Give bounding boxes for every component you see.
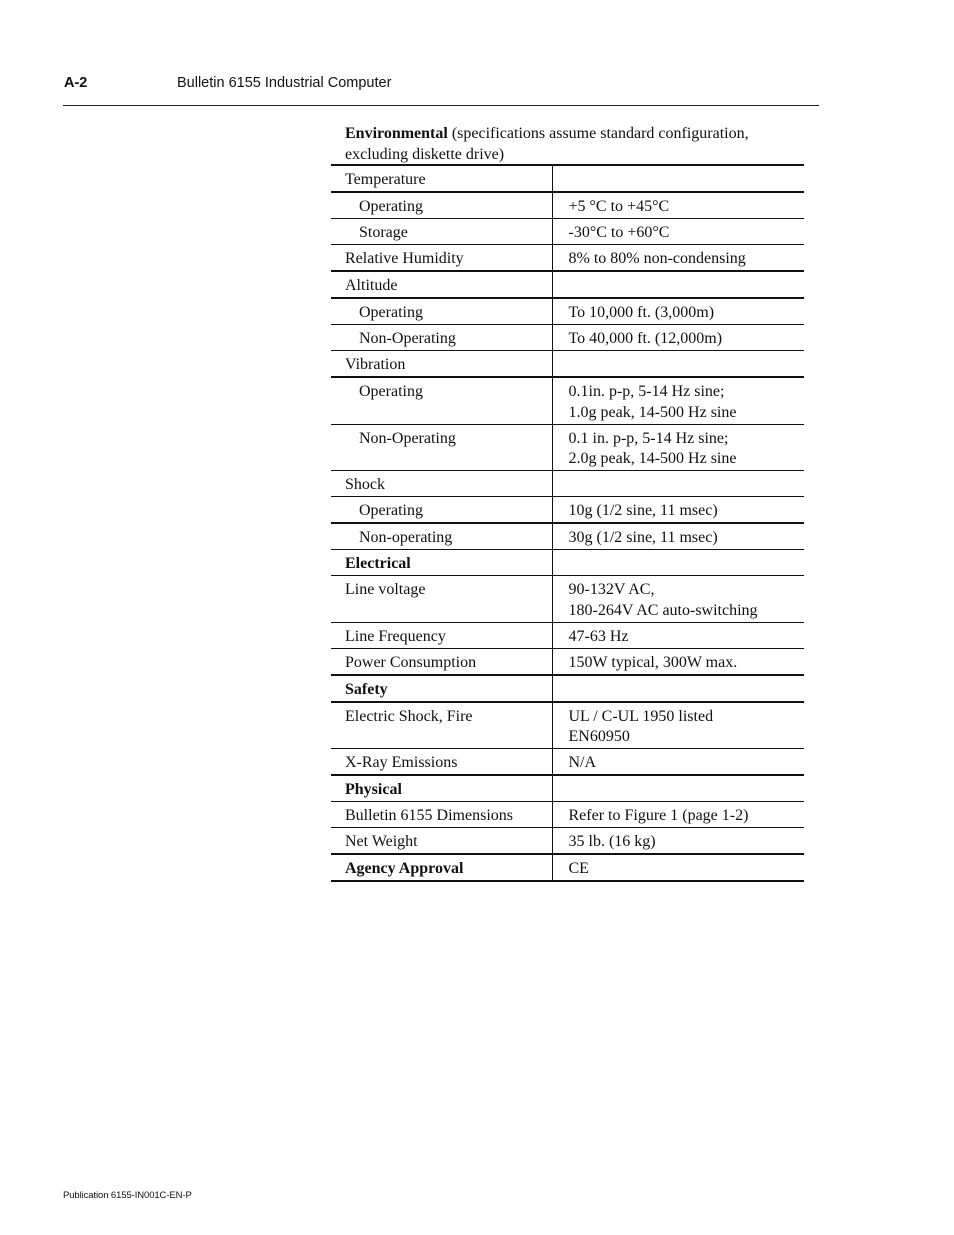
table-row	[331, 854, 804, 881]
spec-value	[552, 165, 804, 192]
spec-value	[552, 576, 804, 623]
spec-value: 10g (1/2 sine, 11 msec)	[552, 497, 804, 524]
table-row	[331, 550, 804, 576]
spec-value-line: UL / C-UL 1950 listed	[568, 707, 714, 725]
table-row	[331, 828, 804, 855]
caption-note: (specifications assume standard configuration, excluding diskette drive)	[345, 125, 749, 163]
table-row	[331, 675, 804, 702]
spec-value: 8% to 80% non-condensing	[552, 245, 804, 272]
table-row	[331, 471, 804, 497]
spec-value: -30°C to +60°C	[552, 219, 804, 245]
table-row	[331, 802, 804, 828]
section-heading: Electrical	[331, 550, 552, 576]
table-row	[331, 351, 804, 378]
spec-value: CE	[552, 854, 804, 881]
table-row	[331, 576, 804, 623]
spec-value: To 40,000 ft. (12,000m)	[552, 325, 804, 351]
table-row	[331, 165, 804, 192]
spec-value: 30g (1/2 sine, 11 msec)	[552, 523, 804, 550]
spec-value-line: EN60950	[568, 728, 630, 745]
spec-label: Net Weight	[331, 828, 552, 855]
table-row	[331, 219, 804, 245]
table-row	[331, 775, 804, 802]
spec-label: Non-operating	[331, 523, 552, 550]
section-heading: Agency Approval	[331, 854, 552, 881]
spec-value-line: 0.1 in. p-p, 5-14 Hz sine;	[568, 429, 729, 447]
table-row	[331, 298, 804, 325]
specifications-table	[331, 164, 804, 882]
table-row	[331, 377, 804, 424]
spec-value	[552, 424, 804, 471]
spec-label: Shock	[331, 471, 552, 497]
publication-footer: Publication 6155-IN001C-EN-P	[63, 1190, 192, 1201]
spec-value	[552, 550, 804, 576]
spec-label: Vibration	[331, 351, 552, 378]
caption-heading: Environmental	[345, 125, 448, 142]
table-caption	[331, 124, 804, 164]
table-row	[331, 622, 804, 648]
spec-value	[552, 775, 804, 802]
page-number: A-2	[64, 75, 88, 91]
table-row	[331, 325, 804, 351]
spec-value: +5 °C to +45°C	[552, 192, 804, 219]
page-header	[63, 73, 819, 106]
spec-value: 35 lb. (16 kg)	[552, 828, 804, 855]
spec-label: Temperature	[331, 165, 552, 192]
spec-value: 47-63 Hz	[552, 622, 804, 648]
spec-value	[552, 702, 804, 749]
spec-label: Electric Shock, Fire	[331, 702, 552, 749]
spec-label: Non-Operating	[331, 325, 552, 351]
spec-value-line: 1.0g peak, 14-500 Hz sine	[568, 403, 737, 421]
spec-value-line: 180-264V AC auto-switching	[568, 601, 758, 619]
table-row	[331, 245, 804, 272]
spec-value: Refer to Figure 1 (page 1-2)	[552, 802, 804, 828]
spec-value: To 10,000 ft. (3,000m)	[552, 298, 804, 325]
spec-label: Operating	[331, 298, 552, 325]
spec-label: Altitude	[331, 271, 552, 298]
spec-label: Power Consumption	[331, 648, 552, 675]
spec-label: Line Frequency	[331, 622, 552, 648]
spec-label: Non-Operating	[331, 424, 552, 471]
table-row	[331, 497, 804, 524]
table-row	[331, 749, 804, 776]
spec-label: Relative Humidity	[331, 245, 552, 272]
spec-label: Bulletin 6155 Dimensions	[331, 802, 552, 828]
spec-label: Operating	[331, 497, 552, 524]
spec-label: Line voltage	[331, 576, 552, 623]
table-row	[331, 648, 804, 675]
spec-value	[552, 377, 804, 424]
spec-label: Storage	[331, 219, 552, 245]
spec-label: Operating	[331, 192, 552, 219]
document-title: Bulletin 6155 Industrial Computer	[177, 75, 392, 91]
spec-label: Operating	[331, 377, 552, 424]
specifications-block	[331, 124, 804, 882]
spec-value	[552, 271, 804, 298]
spec-value: N/A	[552, 749, 804, 776]
section-heading: Safety	[331, 675, 552, 702]
table-row	[331, 424, 804, 471]
spec-label: X-Ray Emissions	[331, 749, 552, 776]
spec-value	[552, 351, 804, 378]
table-row	[331, 523, 804, 550]
section-heading: Physical	[331, 775, 552, 802]
spec-value-line: 90-132V AC,	[568, 581, 655, 598]
spec-value	[552, 471, 804, 497]
spec-value-line: 0.1in. p-p, 5-14 Hz sine;	[568, 383, 725, 400]
table-row	[331, 271, 804, 298]
spec-value	[552, 675, 804, 702]
table-row	[331, 192, 804, 219]
spec-value: 150W typical, 300W max.	[552, 648, 804, 675]
table-row	[331, 702, 804, 749]
spec-value-line: 2.0g peak, 14-500 Hz sine	[568, 450, 737, 467]
